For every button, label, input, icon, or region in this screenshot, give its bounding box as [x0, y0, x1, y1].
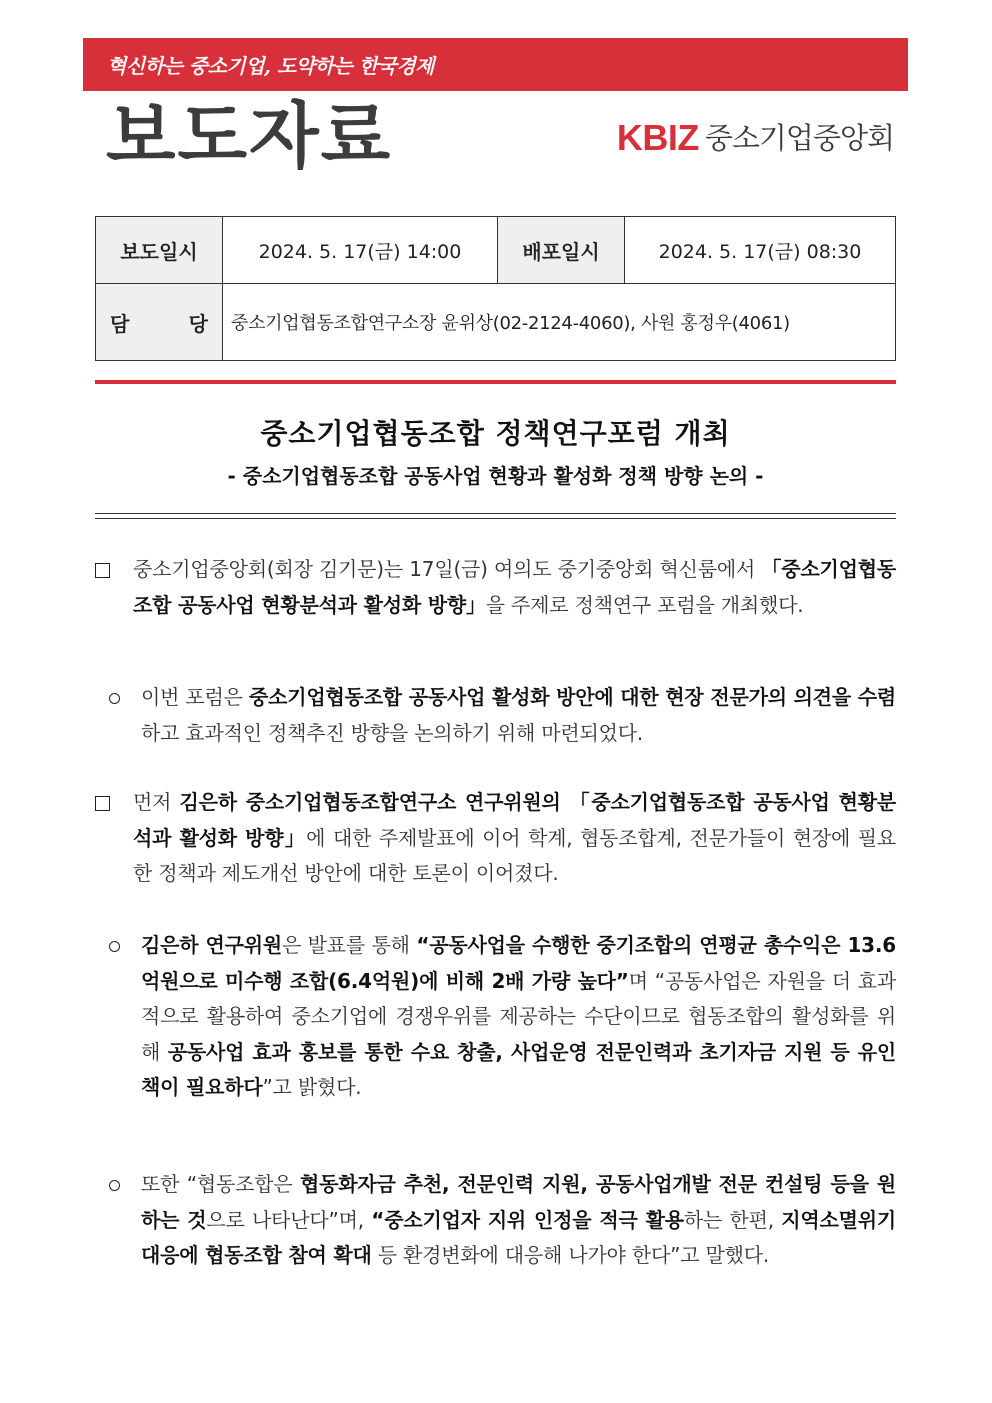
release-date-value: 2024. 5. 17(금) 14:00: [223, 217, 498, 284]
circle-bullet-icon: [109, 941, 120, 952]
organization-name: 중소기업중앙회: [704, 120, 894, 155]
paragraph-4-bold-quote: “공동사업을 수행한 중기조합의 연평균 총수익은 13.6억원으로 미수행 조합(6.4억원)에 비해 2배 가량 높다”: [141, 933, 896, 993]
release-info-table: [95, 216, 896, 361]
press-subheadline: - 중소기업협동조합 공동사업 현황과 활성화 정책 방향 논의 -: [227, 464, 764, 488]
paragraph-5-bold-needs: 협동화자금 추천, 전문인력 지원, 공동사업개발 전문 컨설팅 등을 원하는 것: [141, 1172, 896, 1232]
paragraph-3-text-end: 에 대한 주제발표에 이어 학계, 협동조합계, 전문가들이 현장에 필요한 정책과 제도개선 방안에 대한 토론이 이어졌다.: [133, 825, 896, 885]
distribution-date-value: 2024. 5. 17(금) 08:30: [625, 217, 896, 284]
paragraph-5: [95, 1167, 896, 1274]
paragraph-3-text: 먼저: [133, 790, 180, 814]
paragraph-5-bold-status: “중소기업자 지위 인정을 적극 활용: [371, 1207, 684, 1232]
circle-bullet-icon: [109, 1180, 120, 1191]
paragraph-2-text-end: 하고 효과적인 정책추진 방향을 논의하기 위해 마련되었다.: [141, 720, 643, 745]
paragraph-4-text-end: ”고 밝혔다.: [262, 1075, 362, 1099]
distribution-date-label: 배포일시: [498, 217, 625, 284]
paragraph-5-text-mid2: 하는 한편,: [683, 1207, 782, 1232]
organization-brand: [616, 117, 894, 158]
paragraph-2: [95, 680, 896, 751]
paragraph-2-bold: 중소기업협동조합 공동사업 활성화 방안에 대한 현장 전문가의 의견을 수렴: [248, 685, 896, 709]
paragraph-3-bold: 김은하 중소기업협동조합연구소 연구위원의 「중소기업협동조합 공동사업 현황분석과 활성화 방향」: [133, 790, 896, 850]
paragraph-1-text-end: 을 주제로 정책연구 포럼을 개최했다.: [485, 592, 804, 617]
contact-label: [96, 284, 223, 361]
paragraph-5-text: 또한 “협동조합은: [141, 1172, 301, 1196]
release-date-label: 보도일시: [96, 217, 223, 284]
paragraph-1-text: 중소기업중앙회(회장 김기문)는 17일(금) 여의도 중기중앙회 혁신룸에서: [133, 557, 762, 581]
paragraph-4-text: 은 발표를 통해: [282, 933, 417, 957]
paragraph-3: [95, 785, 896, 892]
paragraph-5-text-end: 등 환경변화에 대응해 나가야 한다”고 말했다.: [371, 1243, 770, 1267]
paragraph-4-bold-speaker: 김은하 연구위원: [141, 933, 282, 957]
red-divider: [95, 380, 896, 384]
paragraph-5-text-mid: 으로 나타난다”며,: [206, 1207, 372, 1232]
document-type-title: 보도자료: [106, 94, 393, 178]
paragraph-4: [95, 928, 896, 1106]
kbiz-logo: KBIZ: [616, 117, 699, 158]
paragraph-2-text: 이번 포럼은: [141, 685, 249, 709]
square-bullet-icon: [95, 563, 110, 578]
paragraph-5-bold-region: 지역소멸위기 대응에 협동조합 참여 확대: [141, 1207, 896, 1267]
double-divider: [95, 513, 896, 519]
paragraph-1: [95, 552, 896, 623]
contact-value: 중소기업협동조합연구소장 윤위상(02-2124-4060), 사원 홍정우(4061): [223, 284, 896, 361]
paragraph-1-bold: 「중소기업협동조합 공동사업 현황분석과 활성화 방향」: [133, 557, 896, 617]
circle-bullet-icon: [109, 693, 120, 704]
slogan-banner: [83, 38, 908, 91]
slogan-text: 혁신하는 중소기업, 도약하는 한국경제: [107, 54, 434, 78]
press-headline: 중소기업협동조합 정책연구포럼 개최: [260, 417, 731, 450]
contact-label-second: 당: [188, 311, 208, 336]
paragraph-4-bold-policy: 공동사업 효과 홍보를 통한 수요 창출, 사업운영 전문인력과 초기자금 지원 등 유인책이 필요하다: [141, 1039, 897, 1099]
paragraph-4-text-mid: 며 “공동사업은 자원을 더 효과적으로 활용하여 중소기업에 경쟁우위를 제공하는 수단이므로 협동조합의 활성화를 위해: [141, 968, 896, 1064]
square-bullet-icon: [95, 796, 110, 811]
contact-label-first: 담: [110, 311, 130, 336]
